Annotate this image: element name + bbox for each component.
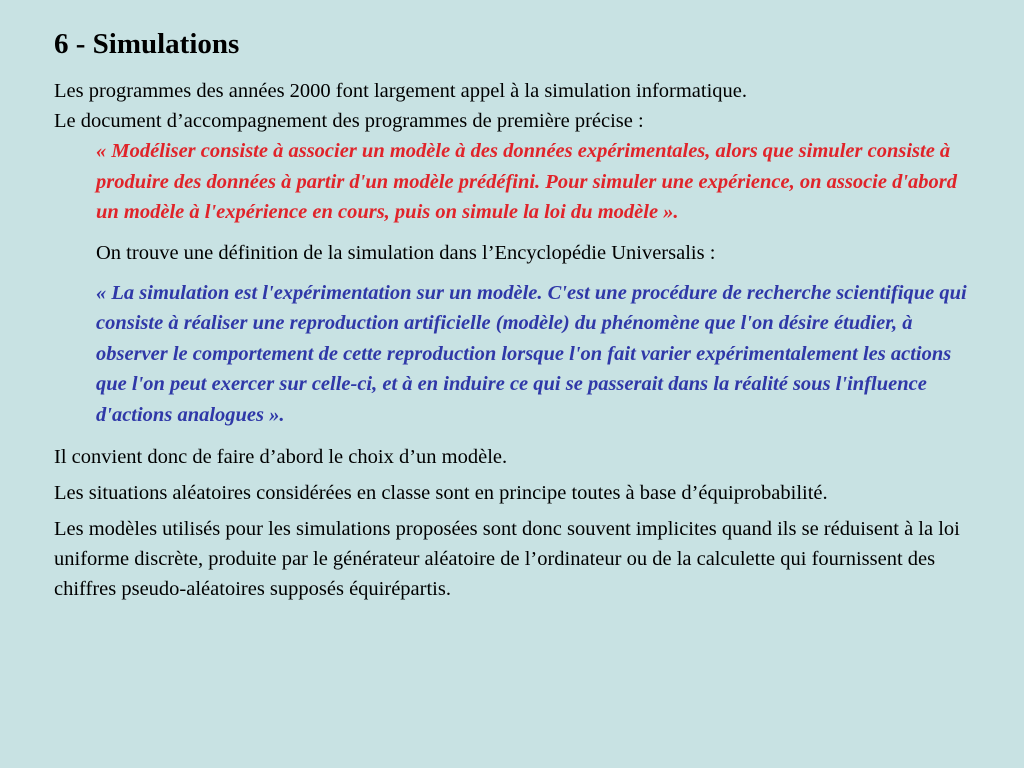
definition-intro: On trouve une définition de la simulation dans l’Encyclopédie Universalis : — [96, 241, 716, 264]
quote-universalis: « La simulation est l'expérimentation sur un modèle. C'est une procédure de recherche scientifique qui consiste à réaliser une reproduction artificielle (modèle) du phénomène que l'on désire étudier, à observer le comportement de cette reproduction lorsque l'on fait varier expérimentalement les actions que l'on peut exercer sur celle-ci, et à en induire ce qui se passerait dans la réalité sous l'influence d'actions analogues ». — [96, 281, 967, 426]
quote-modeliser: « Modéliser consiste à associer un modèle à des données expérimentales, alors que simuler consiste à produire des données à partir d'un modèle prédéfini. Pour simuler une expérience, on associe d'abord un modèle à l'expérience en cours, puis on simule la loi du modèle ». — [96, 140, 958, 223]
intro-line-1: Les programmes des années 2000 font largement appel à la simulation informatique. — [54, 80, 748, 102]
intro-line-2: Le document d’accompagnement des programmes de première précise : — [54, 110, 644, 132]
paragraph-modeles-implicites: Les modèles utilisés pour les simulations proposées sont donc souvent implicites quand ils se réduisent à la loi uniforme discrète, produite par le générateur aléatoire de l’ordinateur ou de la calculette qui fournissent des chiffres pseudo-aléatoires supposés équirépartis. — [54, 518, 960, 600]
paragraph-equiprobabilite: Les situations aléatoires considérées en classe sont en principe toutes à base d’équiprobabilité. — [54, 482, 828, 504]
paragraph-choix-modele: Il convient donc de faire d’abord le choix d’un modèle. — [54, 446, 508, 468]
quote-block — [54, 136, 984, 430]
slide-title: 6 - Simulations — [54, 28, 240, 60]
